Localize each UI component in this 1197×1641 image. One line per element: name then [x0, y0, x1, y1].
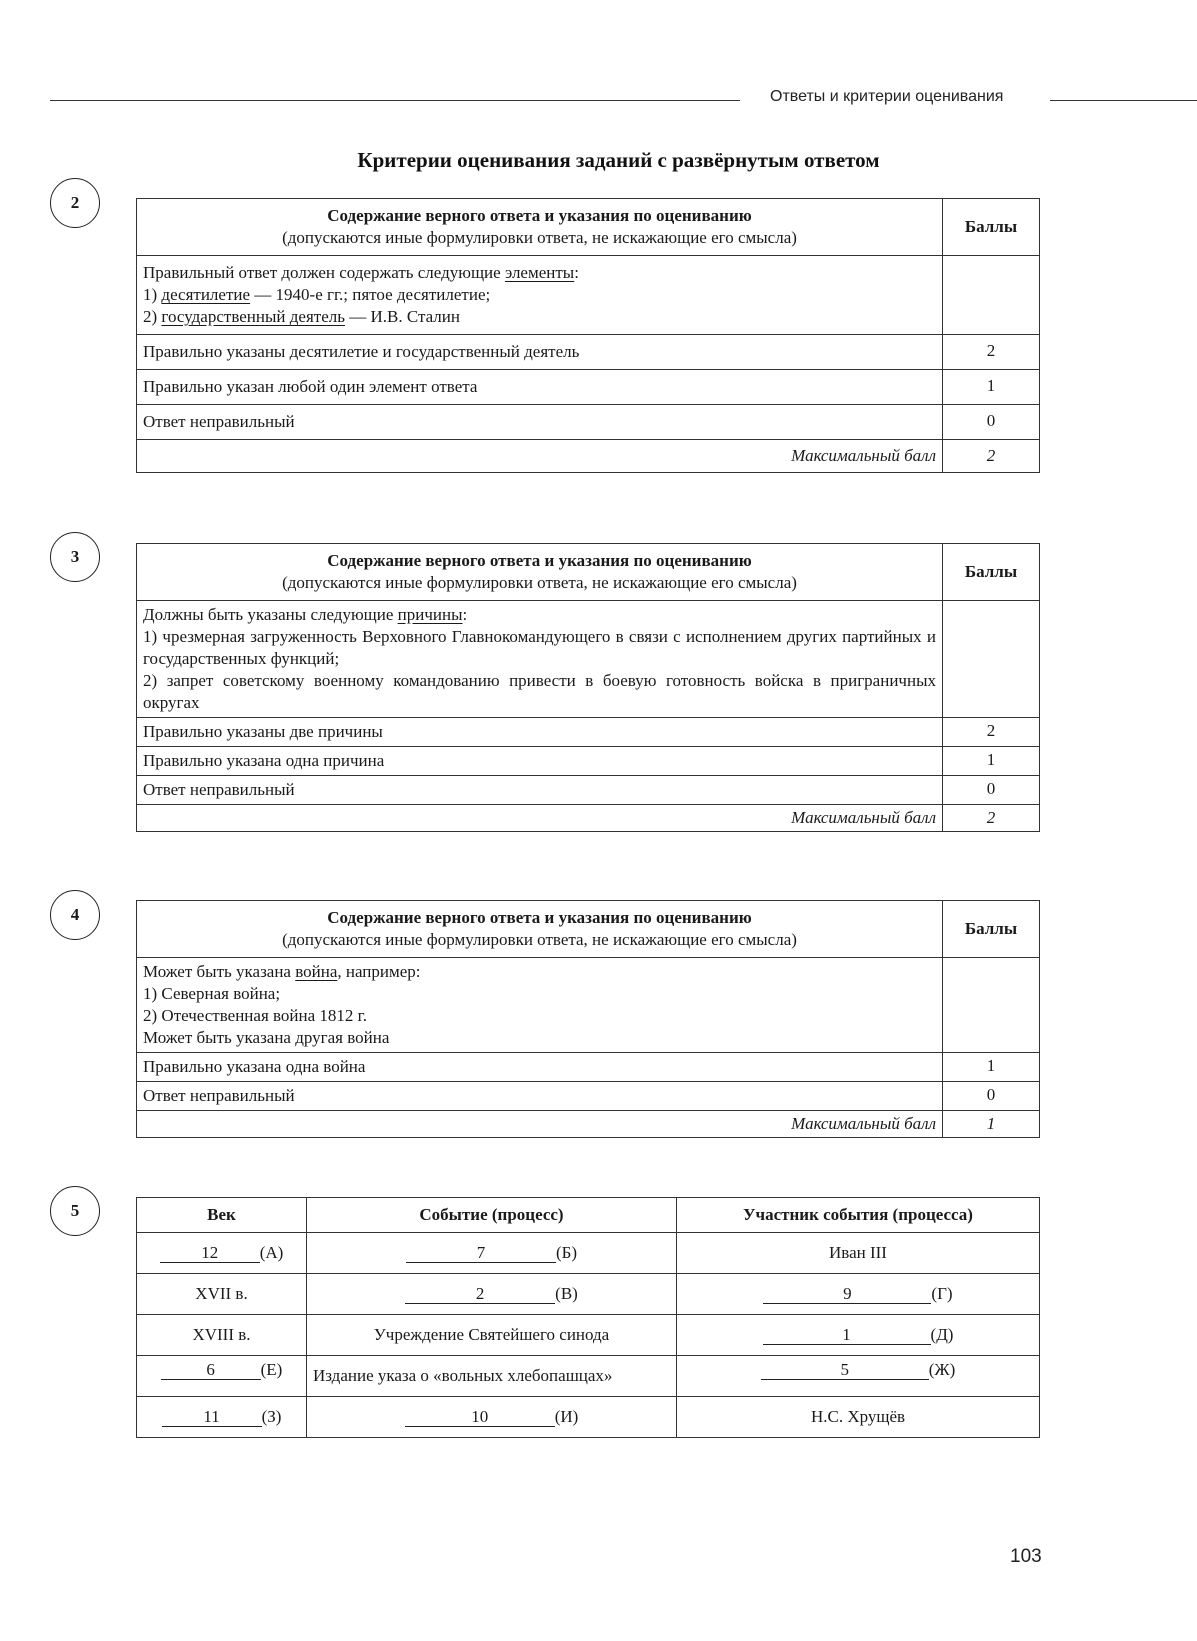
task-number: 5: [70, 1201, 80, 1220]
max-points-value: 1: [943, 1111, 1040, 1138]
answer-blank: 7: [406, 1244, 556, 1263]
participant-cell: [677, 1315, 1040, 1356]
text: — И.В. Сталин: [344, 307, 460, 326]
max-points-row: [137, 1111, 1040, 1138]
underlined-term: государственный деятель: [161, 307, 345, 326]
criterion-row: [137, 776, 1040, 805]
text: , например:: [337, 962, 421, 981]
blank-label: (Г): [931, 1284, 953, 1303]
reason-item: 2) запрет советскому военному командованию привести в боевую готовность войска в приграничных округах: [143, 671, 936, 712]
underlined-term: десятилетие: [161, 285, 251, 304]
task-number: 4: [70, 905, 80, 924]
reason-item: 1) чрезмерная загруженность Верховного Главнокомандующего в связи с исполнением других партийных и государственных функций;: [143, 627, 936, 668]
table-row: [137, 1274, 1040, 1315]
content-header: [137, 199, 943, 256]
table-row: [137, 1315, 1040, 1356]
note: Может быть указана другая война: [143, 1028, 390, 1047]
criterion-points: 1: [943, 370, 1040, 405]
participant-cell: [677, 1356, 1040, 1397]
criterion-row: [137, 1053, 1040, 1082]
table-header-row: [137, 544, 1040, 601]
points-header: Баллы: [943, 901, 1040, 958]
century-cell: [137, 1356, 307, 1397]
criterion-points: 1: [943, 747, 1040, 776]
points-header: Баллы: [943, 544, 1040, 601]
task-number: 3: [70, 547, 80, 566]
event-cell: Учреждение Святейшего синода: [307, 1315, 677, 1356]
answer-content-row: [137, 601, 1040, 718]
column-header-century: Век: [137, 1198, 307, 1233]
criterion-text: Правильно указана одна причина: [137, 747, 943, 776]
criterion-points: 0: [943, 1082, 1040, 1111]
running-title: Ответы и критерии оценивания: [770, 88, 1004, 105]
content-header-main: Содержание верного ответа и указания по оцениванию: [327, 551, 752, 570]
blank-label: (Д): [930, 1325, 954, 1344]
column-header-event: Событие (процесс): [307, 1198, 677, 1233]
underlined-term: элементы: [504, 263, 575, 282]
criterion-points: 0: [943, 405, 1040, 440]
blank-label: (Ж): [928, 1360, 956, 1379]
blank-label: (З): [261, 1407, 282, 1426]
task-number-badge: [50, 532, 100, 582]
header-rule-left: [50, 100, 740, 101]
blank-label: (Е): [260, 1360, 283, 1379]
criterion-row: [137, 747, 1040, 776]
max-points-label: Максимальный балл: [137, 440, 943, 473]
points-header: Баллы: [943, 199, 1040, 256]
max-points-label: Максимальный балл: [137, 805, 943, 832]
criterion-text: Правильно указана одна война: [137, 1053, 943, 1082]
answer-blank: 12: [160, 1244, 260, 1263]
criterion-text: Правильно указаны десятилетие и государственный деятель: [137, 335, 943, 370]
event-cell: [307, 1397, 677, 1438]
event-cell: [307, 1233, 677, 1274]
criteria-table-task-3: [136, 543, 1040, 832]
text: 1): [143, 285, 162, 304]
task-number-badge: [50, 890, 100, 940]
text: — 1940-е гг.; пятое десятилетие;: [250, 285, 491, 304]
table-header-row: [137, 901, 1040, 958]
content-header-main: Содержание верного ответа и указания по оцениванию: [327, 908, 752, 927]
war-item: 2) Отечественная война 1812 г.: [143, 1006, 367, 1025]
war-item: 1) Северная война;: [143, 984, 281, 1003]
text: Правильный ответ должен содержать следующие: [143, 263, 505, 282]
content-header-sub: (допускаются иные формулировки ответа, не искажающие его смысла): [282, 573, 797, 592]
participant-cell: [677, 1274, 1040, 1315]
century-cell: XVIII в.: [137, 1315, 307, 1356]
answer-content-row: [137, 958, 1040, 1053]
answer-content-row: [137, 256, 1040, 335]
blank-label: (А): [259, 1243, 284, 1262]
criterion-row: [137, 718, 1040, 747]
table-row: [137, 1397, 1040, 1438]
answer-content: [137, 958, 943, 1053]
answer-table-task-5: [136, 1197, 1040, 1438]
points-cell-empty: [943, 601, 1040, 718]
criterion-row: [137, 370, 1040, 405]
text: 2): [143, 307, 162, 326]
blank-label: (Б): [555, 1243, 578, 1262]
task-number-badge: [50, 178, 100, 228]
running-header: [50, 88, 1197, 112]
max-points-row: [137, 440, 1040, 473]
page-number: 103: [1010, 1546, 1042, 1567]
task-number: 2: [70, 193, 80, 212]
content-header: [137, 901, 943, 958]
points-cell-empty: [943, 256, 1040, 335]
criterion-text: Ответ неправильный: [137, 405, 943, 440]
text: Может быть указана: [143, 962, 296, 981]
criterion-text: Ответ неправильный: [137, 1082, 943, 1111]
century-cell: [137, 1233, 307, 1274]
table-row: [137, 1233, 1040, 1274]
criterion-points: 1: [943, 1053, 1040, 1082]
criterion-text: Ответ неправильный: [137, 776, 943, 805]
participant-cell: Иван III: [677, 1233, 1040, 1274]
text: :: [574, 263, 579, 282]
criterion-row: [137, 1082, 1040, 1111]
answer-content: [137, 256, 943, 335]
century-cell: [137, 1397, 307, 1438]
answer-blank: 9: [763, 1285, 931, 1304]
max-points-value: 2: [943, 440, 1040, 473]
content-header-sub: (допускаются иные формулировки ответа, не искажающие его смысла): [282, 930, 797, 949]
table-row: [137, 1356, 1040, 1397]
task-number-badge: [50, 1186, 100, 1236]
underlined-term: причины: [397, 605, 463, 624]
content-header-main: Содержание верного ответа и указания по оцениванию: [327, 206, 752, 225]
points-cell-empty: [943, 958, 1040, 1053]
blank-label: (В): [555, 1284, 578, 1303]
underlined-term: война: [295, 962, 338, 981]
text: :: [462, 605, 468, 624]
answer-blank: 5: [761, 1361, 929, 1380]
criterion-text: Правильно указаны две причины: [137, 718, 943, 747]
criteria-table-task-4: [136, 900, 1040, 1138]
criterion-text: Правильно указан любой один элемент ответа: [137, 370, 943, 405]
max-points-row: [137, 805, 1040, 832]
answer-blank: 11: [162, 1408, 262, 1427]
content-header-sub: (допускаются иные формулировки ответа, не искажающие его смысла): [282, 228, 797, 247]
answer-blank: 2: [405, 1285, 555, 1304]
blank-label: (И): [554, 1407, 579, 1426]
event-cell: Издание указа о «вольных хлебопашцах»: [307, 1356, 677, 1397]
criterion-row: [137, 405, 1040, 440]
answer-blank: 1: [763, 1326, 931, 1345]
text: Должны быть указаны следующие: [143, 605, 398, 624]
criterion-points: 2: [943, 335, 1040, 370]
header-rule-right: [1050, 100, 1197, 101]
criterion-row: [137, 335, 1040, 370]
content-header: [137, 544, 943, 601]
max-points-label: Максимальный балл: [137, 1111, 943, 1138]
answer-blank: 6: [161, 1361, 261, 1380]
table-header-row: [137, 1198, 1040, 1233]
participant-cell: Н.С. Хрущёв: [677, 1397, 1040, 1438]
column-header-participant: Участник события (процесса): [677, 1198, 1040, 1233]
max-points-value: 2: [943, 805, 1040, 832]
criterion-points: 0: [943, 776, 1040, 805]
table-header-row: [137, 199, 1040, 256]
answer-content: [137, 601, 943, 718]
page-title: Критерии оценивания заданий с развёрнутым ответом: [357, 148, 880, 172]
criteria-table-task-2: [136, 198, 1040, 473]
century-cell: XVII в.: [137, 1274, 307, 1315]
event-cell: [307, 1274, 677, 1315]
answer-blank: 10: [405, 1408, 555, 1427]
criterion-points: 2: [943, 718, 1040, 747]
